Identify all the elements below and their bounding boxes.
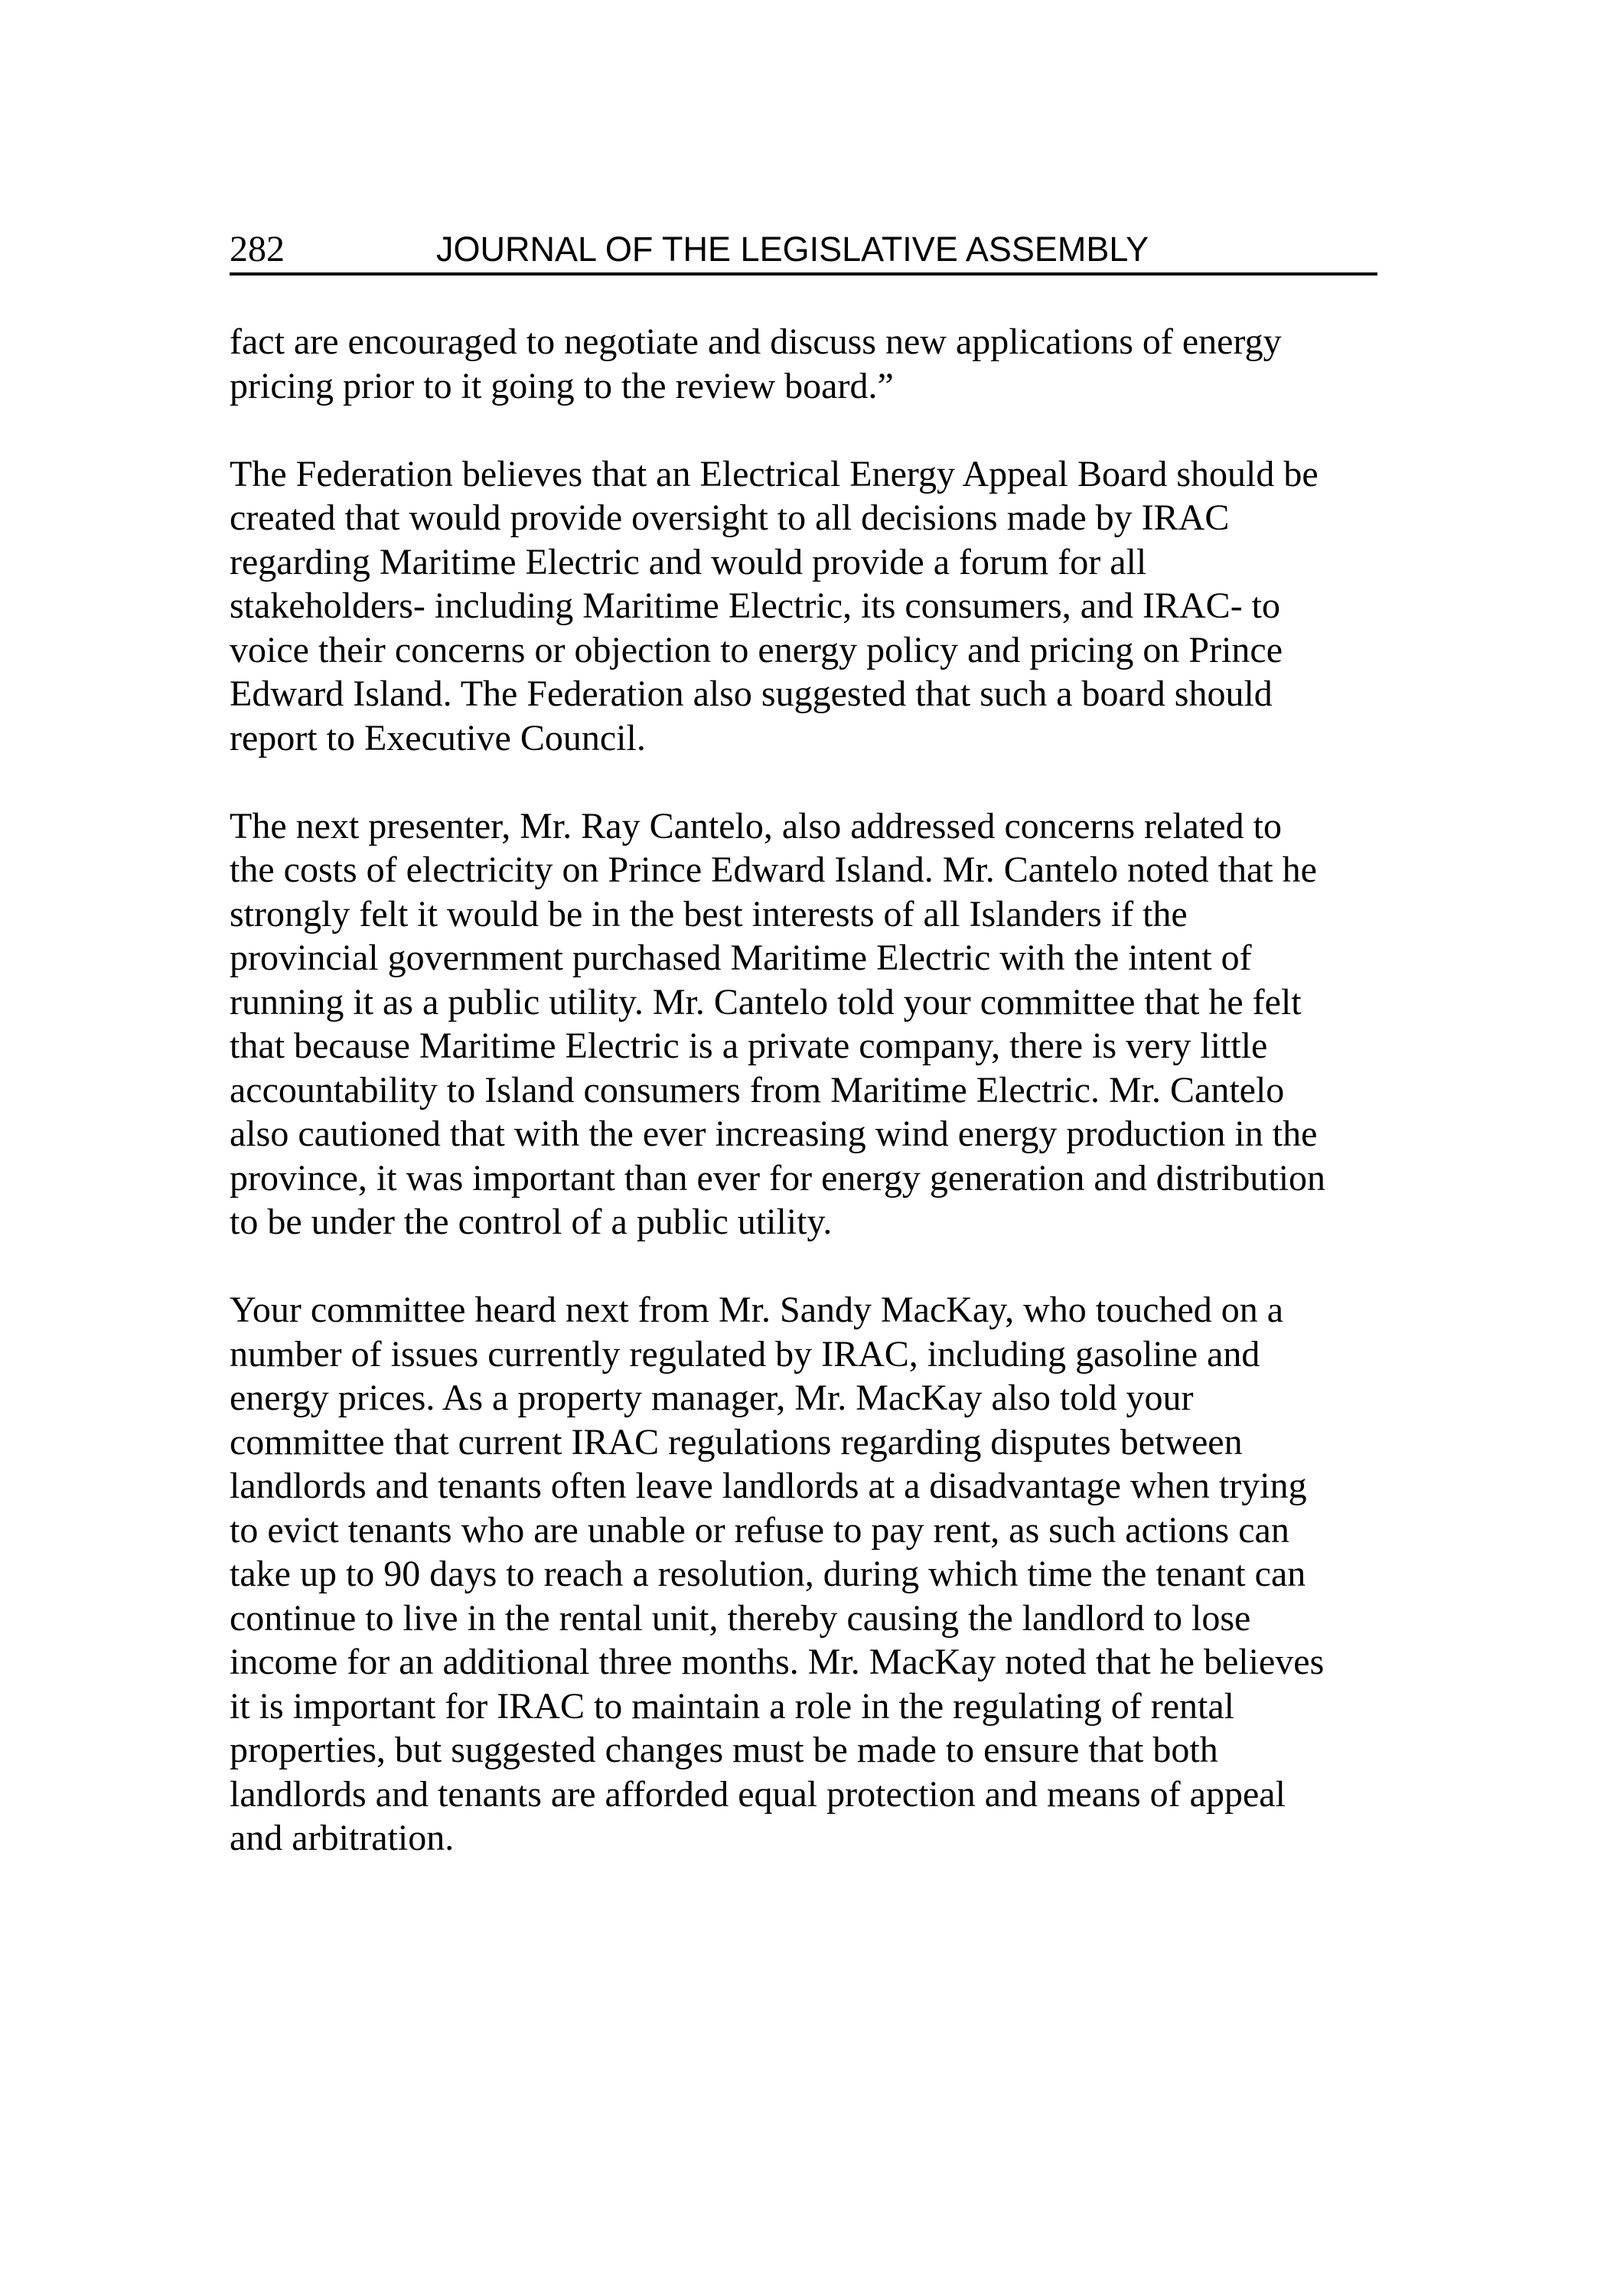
text-line: take up to 90 days to reach a resolution, during which time the tenant can: [230, 1554, 1306, 1594]
text-line: energy prices. As a property manager, Mr. MacKay also told your: [230, 1378, 1194, 1418]
paragraph-4: [230, 1288, 1377, 1861]
text-line: province, it was important than ever for energy generation and distribution: [230, 1157, 1326, 1199]
text-line: voice their concerns or objection to energy policy and pricing on Prince: [230, 629, 1283, 670]
page-number: 282: [230, 229, 285, 269]
paragraph-1: [230, 320, 1377, 408]
text-line: to be under the control of a public utility.: [230, 1202, 833, 1242]
text-line: The Federation believes that an Electrical Energy Appeal Board should be: [230, 453, 1319, 494]
text-line: landlords and tenants often leave landlords at a disadvantage when trying: [230, 1466, 1307, 1506]
text-line: Your committee heard next from Mr. Sandy MacKay, who touched on a: [230, 1290, 1284, 1330]
text-line: landlords and tenants are afforded equal protection and means of appeal: [230, 1773, 1286, 1815]
text-line: continue to live in the rental unit, thereby causing the landlord to lose: [230, 1597, 1251, 1639]
text-line: the costs of electricity on Prince Edward Island. Mr. Cantelo noted that he: [230, 850, 1317, 890]
text-line: fact are encouraged to negotiate and discuss new applications of energy: [230, 321, 1282, 362]
text-line: income for an additional three months. Mr. MacKay noted that he believes: [230, 1642, 1325, 1682]
text-line: also cautioned that with the ever increasing wind energy production in the: [230, 1114, 1318, 1154]
text-line: that because Maritime Electric is a private company, there is very little: [230, 1026, 1268, 1066]
running-header: [230, 222, 1377, 276]
text-line: number of issues currently regulated by IRAC, including gasoline and: [230, 1333, 1260, 1375]
text-line: provincial government purchased Maritime Electric with the intent of: [230, 938, 1252, 978]
text-line: properties, but suggested changes must be made to ensure that both: [230, 1730, 1218, 1770]
journal-title: JOURNAL OF THE LEGISLATIVE ASSEMBLY: [436, 230, 1149, 269]
text-line: The next presenter, Mr. Ray Cantelo, also addressed concerns related to: [230, 805, 1282, 846]
text-line: accountability to Island consumers from Maritime Electric. Mr. Cantelo: [230, 1069, 1285, 1110]
text-line: to evict tenants who are unable or refuse to pay rent, as such actions can: [230, 1509, 1289, 1551]
text-line: created that would provide oversight to all decisions made by IRAC: [230, 497, 1230, 538]
text-line: committee that current IRAC regulations regarding disputes between: [230, 1421, 1243, 1463]
text-line: Edward Island. The Federation also suggested that such a board should: [230, 673, 1273, 714]
paragraph-3: [230, 804, 1377, 1244]
text-line: report to Executive Council.: [230, 717, 646, 758]
text-line: and arbitration.: [230, 1818, 455, 1858]
text-line: running it as a public utility. Mr. Cantelo told your committee that he felt: [230, 981, 1302, 1022]
text-line: regarding Maritime Electric and would provide a forum for all: [230, 541, 1147, 582]
body-text: [230, 320, 1377, 1904]
text-line: stakeholders- including Maritime Electric, its consumers, and IRAC- to: [230, 585, 1281, 626]
text-line: it is important for IRAC to maintain a role in the regulating of rental: [230, 1685, 1235, 1727]
text-line: strongly felt it would be in the best interests of all Islanders if the: [230, 893, 1188, 934]
paragraph-2: [230, 452, 1377, 761]
text-line: pricing prior to it going to the review board.”: [230, 365, 894, 406]
